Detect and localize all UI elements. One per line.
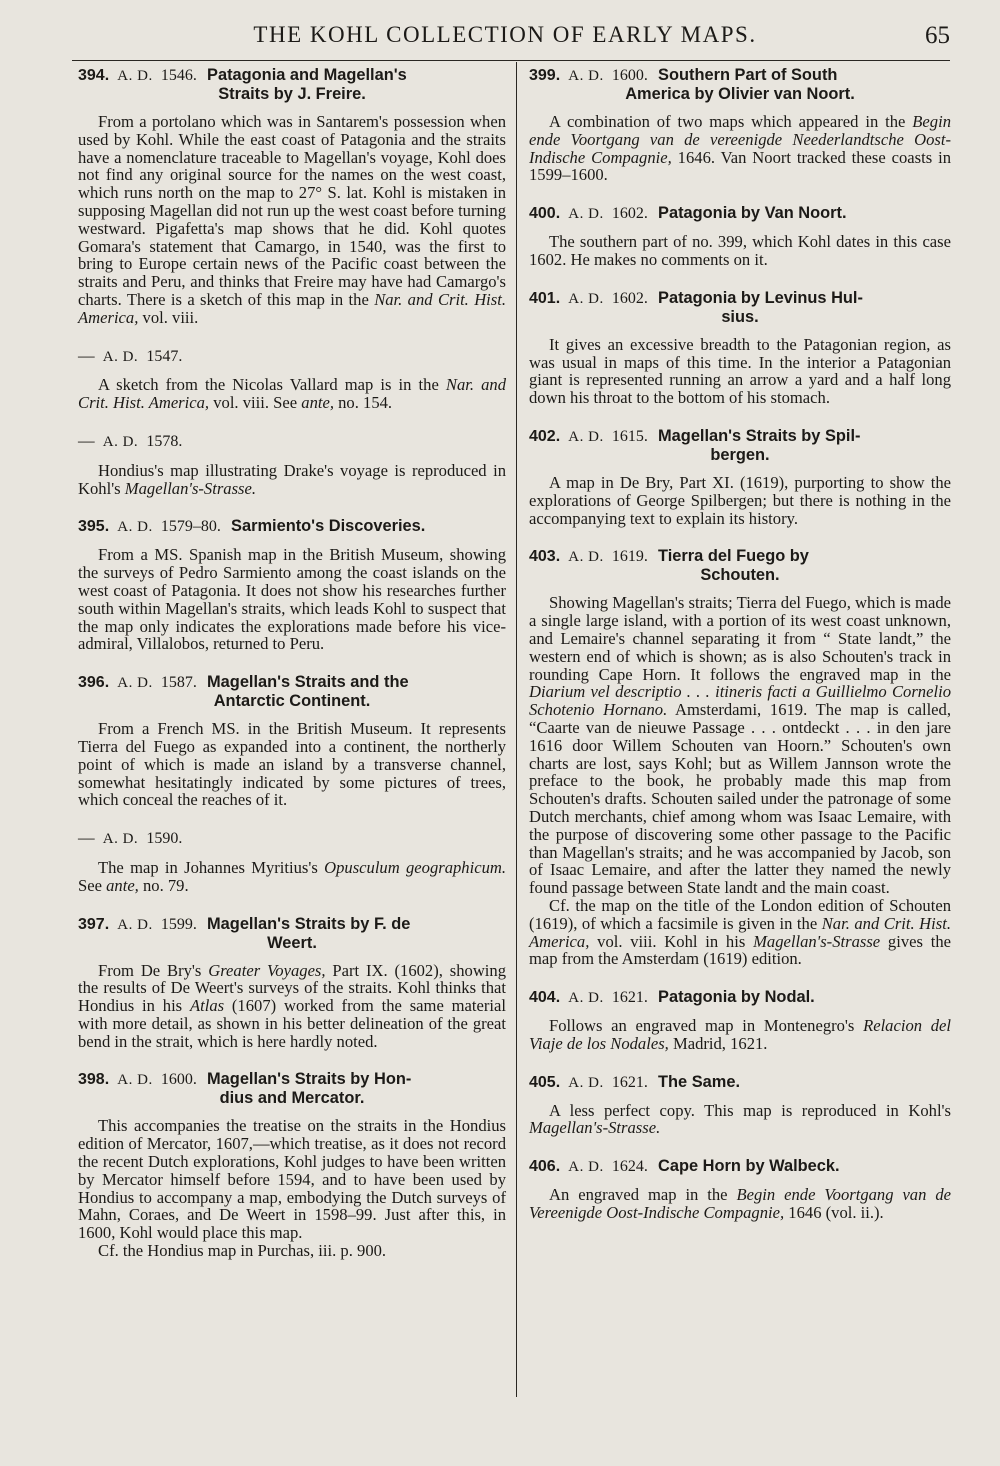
- era-label: A. D.: [102, 348, 139, 365]
- era-label: A. D.: [568, 1159, 604, 1176]
- entry-title: The Same.: [658, 1072, 741, 1091]
- entry-year: 1624.: [611, 1158, 648, 1176]
- entry-title-continued: sius.: [721, 307, 759, 326]
- entry-heading: [78, 1070, 506, 1107]
- entry-heading: [78, 66, 506, 103]
- entry-397: [78, 915, 506, 1051]
- entry-394: [78, 66, 506, 327]
- entry-heading: [529, 1073, 951, 1092]
- entry-number: 398.: [78, 1071, 110, 1089]
- running-title: THE KOHL COLLECTION OF EARLY MAPS.: [253, 22, 757, 47]
- era-label: A. D.: [568, 990, 604, 1007]
- entry-heading: [78, 432, 506, 452]
- entry-title-continued: Schouten.: [700, 566, 780, 585]
- entry-year: 1602.: [611, 289, 648, 307]
- entry-heading: [529, 289, 951, 326]
- entry-1590: [78, 829, 506, 894]
- entry-405: [529, 1073, 951, 1138]
- entry-406: [529, 1157, 951, 1222]
- entry-year: 1615.: [611, 427, 648, 445]
- entry-heading: [529, 988, 951, 1007]
- dash: —: [78, 345, 95, 365]
- entry-year: 1619.: [611, 548, 648, 566]
- right-column: [529, 66, 951, 1242]
- entry-year: 1600.: [160, 1071, 197, 1089]
- entry-title: Cape Horn by Walbeck.: [658, 1157, 840, 1176]
- entry-heading: [78, 673, 506, 710]
- entry-title-continued: Straits by J. Freire.: [218, 85, 366, 103]
- entry-403: [529, 547, 951, 968]
- era-label: A. D.: [568, 68, 604, 84]
- entry-title: Magellan's Straits by Hon-: [207, 1070, 412, 1089]
- entry-heading: [78, 915, 506, 952]
- entry-text: This accompanies the treatise on the straits in the Hondius edition of Mercator, 1607,—which treatise, as it does not record the recent Dutch explorations, Kohl judges to have been written by Mercator himself before 1594, and to have been used by Hondius to accompany a map, embodying the Dutch surveys of Mahn, Coraes, and De Weert in 1598–99. Just after this, in 1600, Kohl would place this map.: [78, 1116, 506, 1243]
- entry-year: 1578.: [146, 432, 183, 450]
- entry-398: [78, 1070, 506, 1259]
- entry-year: 1579–80.: [160, 518, 221, 536]
- era-label: A. D.: [568, 428, 604, 445]
- entry-text: Follows an engraved map in Montenegro's Relacion del Viaje de los Nodales, Madrid, 1621.: [529, 1016, 951, 1053]
- entry-year: 1621.: [611, 989, 648, 1007]
- entry-1547: [78, 347, 506, 412]
- entry-title-continued: America by Olivier van Noort.: [625, 85, 855, 103]
- entry-year: 1546.: [160, 67, 197, 84]
- entry-year: 1587.: [160, 674, 197, 692]
- entry-heading: [529, 66, 951, 103]
- era-label: A. D.: [568, 290, 604, 307]
- entry-text-cf: Cf. the map on the title of the London edition of Schouten (1619), of which a facsimile is given in the Nar. and Crit. Hist. America, vol. viii. Kohl in his Magellan's-Strasse gives the map from the Amsterdam (1619) edition.: [529, 895, 951, 969]
- entry-number: 404.: [529, 989, 561, 1007]
- era-label: A. D.: [102, 433, 139, 450]
- header-rule: [72, 60, 950, 61]
- entry-title-continued: Weert.: [267, 933, 317, 952]
- entry-text: The map in Johannes Myritius's Opusculum geographicum. See ante, no. 79.: [78, 857, 506, 895]
- entry-title: Patagonia and Magellan's: [207, 66, 407, 84]
- entry-title: Magellan's Straits by F. de: [207, 914, 411, 933]
- era-label: A. D.: [568, 549, 604, 566]
- entry-heading: [78, 517, 506, 536]
- entry-title-continued: Antarctic Continent.: [213, 692, 371, 711]
- entry-year: 1600.: [611, 67, 648, 84]
- entry-number: 400.: [529, 205, 561, 223]
- entry-text: A sketch from the Nicolas Vallard map is in the Nar. and Crit. Hist. America, vol. viii. See ante, no. 154.: [78, 375, 506, 413]
- entry-text: Hondius's map illustrating Drake's voyage is reproduced in Kohl's Magellan's-Strasse.: [78, 460, 506, 498]
- entry-396: [78, 673, 506, 809]
- entry-395: [78, 517, 506, 653]
- entry-401: [529, 289, 951, 407]
- dash: —: [78, 828, 95, 848]
- entry-heading: [78, 347, 506, 367]
- entry-number: 399.: [529, 67, 561, 84]
- entry-year: 1547.: [146, 347, 183, 365]
- entry-title-continued: bergen.: [710, 445, 770, 464]
- entry-number: 397.: [78, 915, 110, 933]
- entry-title: Magellan's Straits and the: [207, 673, 409, 692]
- entry-number: 406.: [529, 1158, 561, 1176]
- page-header: [60, 22, 950, 56]
- entry-text: From a portolano which was in Santarem's possession when used by Kohl. While the east coast of Patagonia and the straits have a nomenclature traceable to Magellan's voyage, Kohl does not find any original source for the names on the west coast, which runs north on the map to 27° S. lat. Kohl is mistaken in supposing Magellan did not run up the west coast before turning westward. Pigafetta's map shows that he did. Kohl quotes Gomara's statement that Camargo, in 1540, was the first to bring to Europe certain news of the Pacific coast between the straits and Peru, and thinks that Freire may have had Camargo's charts. There is a sketch of this map in the Nar. and Crit. Hist. America, vol. viii.: [78, 112, 507, 327]
- era-label: A. D.: [568, 206, 604, 223]
- entry-heading: [529, 1157, 951, 1176]
- entry-heading: [78, 829, 506, 849]
- era-label: A. D.: [117, 68, 153, 84]
- entry-title: Tierra del Fuego by: [658, 547, 809, 566]
- entry-text: It gives an excessive breadth to the Patagonian region, as was usual in maps of this time. In the interior a Patagonian giant is represented running an arrow a yard and a half long down his throat to the bottom of his stomach.: [529, 334, 951, 408]
- entry-year: 1602.: [611, 205, 648, 223]
- entry-text: Showing Magellan's straits; Tierra del Fuego, which is made a single large island, with a portion of its west coast unknown, and Lemaire's channel separating it from “ State landt,” the western end of which is shown; as is also Schouten's track in rounding Cape Horn. It follows the engraved map in the Diarium vel descriptio . . . itineris facti a Guillielmo Cornelio Schotenio Hornano. Amsterdami, 1619. The map is called, “Caarte van de nieuwe Passage . . . ontdeckt . . . in den jare 1616 door Willem Schouten van Hoorn.” Schouten's own charts are lost, says Kohl; but as Willem Jannson wrote the preface to the book, he probably made this map from Schouten's drafts. Schouten sailed under the patronage of some Dutch merchants, chief among whom was Isaac Lemaire, with the purpose of discovering some other passage to the Pacific than Magellan's straits; and he was accompanied by Jacob, son of Isaac Lemaire, and after the latter they named the newly found passage between State landt and the main coast.: [529, 593, 951, 898]
- entry-number: 405.: [529, 1073, 561, 1091]
- left-column: [78, 66, 506, 1280]
- entry-text: An engraved map in the Begin ende Voortgang van de Vereenigde Oost-Indische Compagnie, 1646 (vol. ii.).: [529, 1185, 951, 1223]
- entry-text: From a MS. Spanish map in the British Museum, showing the surveys of Pedro Sarmiento among the coast islands on the west coast of Patagonia. It does not show his researches further south within Magellan's straits, which leads Kohl to suspect that the map only indicates the explorations made before his vice-admiral, Villalobos, returned to Peru.: [78, 545, 506, 654]
- entry-year: 1590.: [146, 830, 183, 848]
- entry-heading: [529, 547, 951, 584]
- entry-399: [529, 66, 951, 184]
- entry-title: Southern Part of South: [658, 66, 838, 84]
- page-number: 65: [925, 22, 950, 49]
- entry-title: Patagonia by Nodal.: [658, 988, 815, 1007]
- entry-text: A combination of two maps which appeared in the Begin ende Voortgang van de vereenigde Neederlandtsche Oost-Indische Compagnie, 1646. Van Noort tracked these coasts in 1599–1600.: [529, 112, 951, 185]
- entry-title: Patagonia by Levinus Hul-: [658, 288, 863, 307]
- entry-number: 402.: [529, 427, 561, 445]
- entry-text: The southern part of no. 399, which Kohl dates in this case 1602. He makes no comments on it.: [529, 232, 951, 269]
- entry-1578: [78, 432, 506, 497]
- entry-heading: [529, 204, 951, 223]
- entry-400: [529, 204, 951, 269]
- era-label: A. D.: [117, 1072, 153, 1089]
- entry-year: 1599.: [160, 915, 197, 933]
- entry-text: A less perfect copy. This map is reproduced in Kohl's Magellan's-Strasse.: [529, 1100, 951, 1138]
- entry-402: [529, 427, 951, 527]
- era-label: A. D.: [102, 831, 139, 848]
- era-label: A. D.: [117, 916, 153, 933]
- entry-number: 403.: [529, 548, 561, 566]
- era-label: A. D.: [117, 675, 153, 692]
- column-divider: [516, 62, 517, 1397]
- entry-number: 396.: [78, 674, 110, 692]
- entry-title: Sarmiento's Discoveries.: [231, 517, 426, 536]
- entry-number: 394.: [78, 67, 110, 84]
- era-label: A. D.: [568, 1074, 604, 1091]
- entry-title: Magellan's Straits by Spil-: [658, 426, 861, 445]
- entry-404: [529, 988, 951, 1053]
- entry-number: 395.: [78, 518, 110, 536]
- entry-year: 1621.: [611, 1073, 648, 1091]
- dash: —: [78, 430, 95, 450]
- entry-title: Patagonia by Van Noort.: [658, 204, 847, 223]
- era-label: A. D.: [117, 519, 153, 536]
- entry-text: From a French MS. in the British Museum. It represents Tierra del Fuego as expanded into a continent, the northerly point of which is made an island by a transverse channel, somewhat hesitatingly indicated by some pictures of trees, which conceal the reaches of it.: [78, 719, 506, 810]
- entry-heading: [529, 427, 951, 464]
- entry-title-continued: dius and Mercator.: [219, 1089, 365, 1108]
- entry-number: 401.: [529, 289, 561, 307]
- entry-text: A map in De Bry, Part XI. (1619), purporting to show the explorations of George Spilbergen; but there is nothing in the accompanying text to explain its history.: [529, 472, 951, 528]
- entry-text-cf: Cf. the Hondius map in Purchas, iii. p. 900.: [98, 1241, 387, 1261]
- entry-text: From De Bry's Greater Voyages, Part IX. (1602), showing the results of De Weert's surveys of the straits. Kohl thinks that Hondius in his Atlas (1607) worked from the same material with more detail, as shown in his better delineation of the great bend in the strait, which is here hardly noted.: [78, 960, 507, 1051]
